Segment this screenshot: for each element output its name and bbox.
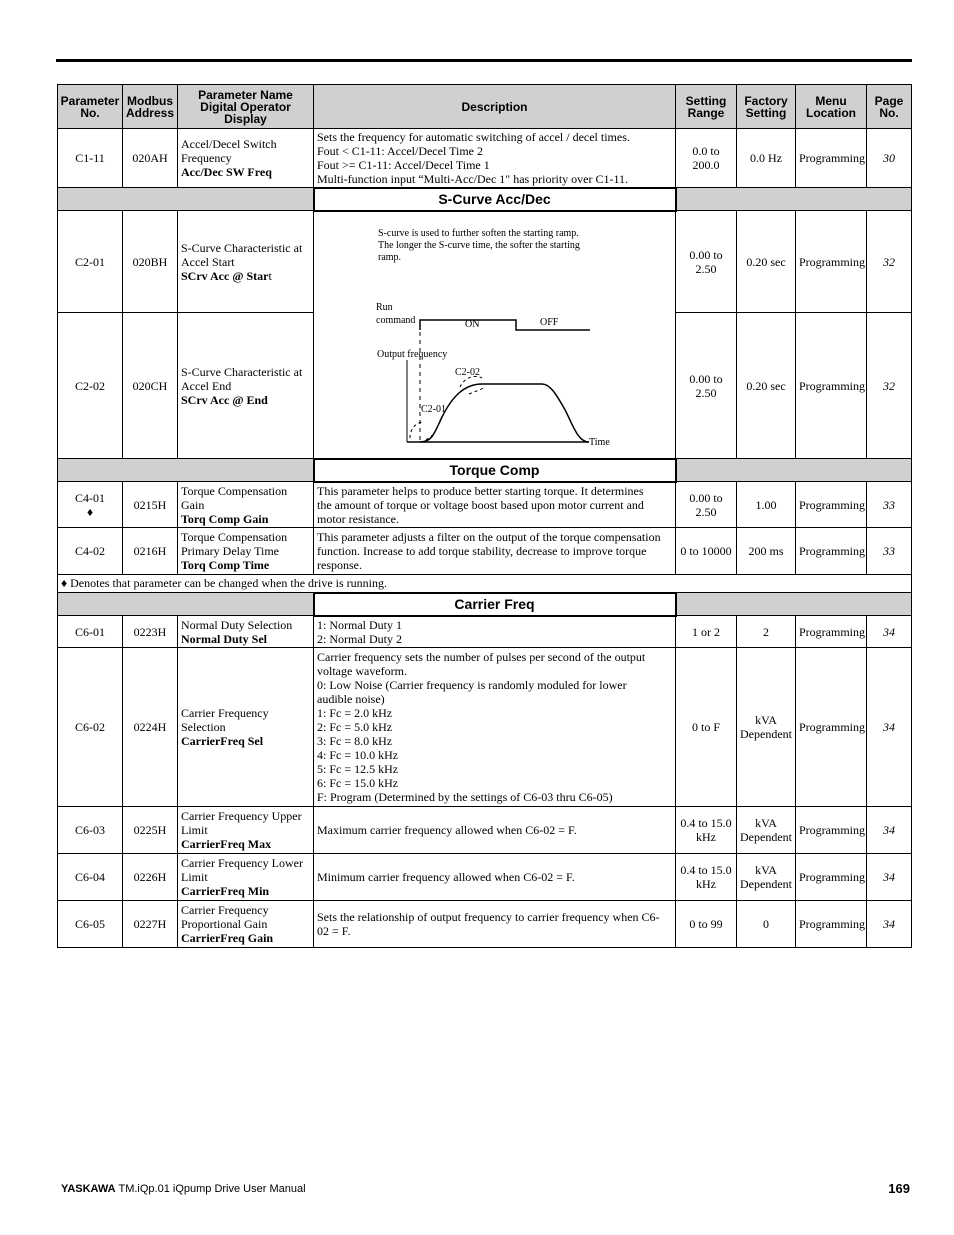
name-line: S-Curve Characteristic at — [181, 364, 303, 379]
diagram-command-label: command — [376, 314, 416, 326]
operator-display: Normal Duty Sel — [181, 631, 267, 646]
name-line: Carrier Frequency Lower — [181, 856, 303, 870]
section-title-torque: Torque Comp — [314, 459, 676, 482]
modbus-address: 0224H — [123, 648, 178, 807]
factory-setting: 2 — [737, 616, 796, 648]
table-row — [58, 854, 912, 901]
parameter-table — [57, 84, 912, 948]
setting-range — [676, 313, 737, 459]
desc-line: Fout >= C1-11: Accel/Decel Time 1 — [317, 157, 490, 172]
operator-display: CarrierFreq Gain — [181, 931, 274, 945]
section-gray-left — [58, 459, 314, 482]
section-gray-right — [676, 459, 912, 482]
s-curve-diagram — [314, 212, 675, 460]
name-line: Limit — [181, 870, 208, 884]
page-link[interactable]: 34 — [867, 854, 912, 901]
table-row — [58, 211, 912, 313]
name-line: Carrier Frequency — [181, 903, 269, 917]
factory-setting: 0.20 sec — [737, 313, 796, 459]
diagram-c2-01-label: C2-01 — [421, 403, 446, 415]
diagram-caption: S-curve is used to further soften the starting ramp. — [378, 227, 579, 239]
setting-range — [676, 211, 737, 313]
param-no: C2-01 — [58, 211, 123, 313]
operator-display: CarrierFreq Min — [181, 884, 270, 898]
modbus-address: 020AH — [123, 129, 178, 188]
operator-display: Torq Comp Time — [181, 558, 270, 572]
param-name — [178, 129, 314, 188]
diagram-caption: The longer the S-curve time, the softer the starting — [378, 239, 580, 251]
range-line: 2.50 — [695, 504, 717, 519]
top-rule — [56, 59, 912, 62]
setting-range: 0 to 10000 — [676, 528, 737, 575]
desc-line: 1: Normal Duty 1 — [317, 617, 402, 632]
operator-display-bold: SCrv Acc @ Star — [181, 268, 269, 283]
range-line: 0.00 to — [689, 247, 723, 262]
name-line: Torque Compensation — [181, 530, 288, 544]
diagram-c2-02-label: C2-02 — [455, 366, 480, 378]
section-row — [58, 188, 912, 211]
name-line: S-Curve Characteristic at — [181, 240, 303, 255]
modbus-address: 020BH — [123, 211, 178, 313]
operator-display — [181, 269, 310, 283]
header-description: Description — [314, 85, 676, 129]
modbus-address: 020CH — [123, 313, 178, 459]
table-row — [58, 901, 912, 948]
desc-line: voltage waveform. — [317, 664, 407, 678]
footer-brand: YASKAWA — [61, 1183, 116, 1195]
param-no: C6-01 — [58, 616, 123, 648]
section-title-carrier: Carrier Freq — [314, 593, 676, 616]
output-frequency-curve — [420, 384, 589, 442]
description — [314, 854, 676, 901]
desc-line: Maximum carrier frequency allowed when C6-02 = F. — [317, 823, 577, 837]
diagram-output-label: Output frequency — [377, 348, 448, 360]
range-line: 200.0 — [692, 158, 720, 172]
desc-line: 3: Fc = 8.0 kHz — [317, 734, 393, 748]
range-line: 0.0 to — [692, 144, 720, 158]
table-row — [58, 129, 912, 188]
range-line: kHz — [696, 877, 716, 891]
header-row — [58, 85, 912, 129]
description — [314, 528, 676, 575]
desc-line: 2: Normal Duty 2 — [317, 631, 402, 646]
header-name: Parameter Name Digital Operator Display — [178, 85, 314, 129]
param-no — [58, 482, 123, 528]
modbus-address: 0215H — [123, 482, 178, 528]
factory-line: kVA — [755, 713, 777, 727]
name-line: Accel/Decel Switch — [181, 137, 277, 151]
desc-line: Minimum carrier frequency allowed when C6-02 = F. — [317, 870, 575, 884]
page-link[interactable]: 34 — [867, 807, 912, 854]
page-link[interactable]: 34 — [867, 901, 912, 948]
modbus-address: 0227H — [123, 901, 178, 948]
page-link[interactable]: 30 — [867, 129, 912, 188]
factory-setting: 0.0 Hz — [737, 129, 796, 188]
desc-line: Sets the frequency for automatic switching of accel / decel times. — [317, 129, 630, 144]
range-line: 0.00 to — [689, 371, 723, 386]
param-name — [178, 211, 314, 313]
param-name — [178, 901, 314, 948]
section-gray-right — [676, 188, 912, 211]
name-line: Accel End — [181, 378, 232, 393]
param-no: C1-11 — [58, 129, 123, 188]
operator-display: CarrierFreq Max — [181, 837, 272, 851]
diagram-caption: ramp. — [378, 251, 402, 263]
description — [314, 482, 676, 528]
modbus-address: 0223H — [123, 616, 178, 648]
modbus-address: 0226H — [123, 854, 178, 901]
name-line: Gain — [181, 497, 205, 512]
name-line: Torque Compensation — [181, 483, 288, 498]
desc-line: This parameter adjusts a filter on the output of the torque compensation — [317, 530, 661, 544]
description — [314, 901, 676, 948]
param-name — [178, 854, 314, 901]
factory-line: Dependent — [740, 830, 792, 844]
page-link[interactable]: 34 — [867, 648, 912, 807]
footer-manual: TM.iQp.01 iQpump Drive User Manual — [118, 1183, 306, 1195]
range-line: 0.4 to 15.0 — [680, 816, 732, 830]
operator-display: Acc/Dec SW Freq — [181, 165, 272, 179]
desc-line: response. — [317, 558, 362, 572]
param-no: C2-02 — [58, 313, 123, 459]
run-change-mark: ♦ — [86, 504, 94, 519]
setting-range — [676, 854, 737, 901]
param-no: C6-05 — [58, 901, 123, 948]
setting-range — [676, 129, 737, 188]
description — [314, 807, 676, 854]
param-no-text: C4-01 — [75, 490, 105, 505]
name-line: Limit — [181, 823, 208, 837]
section-gray-right — [676, 593, 912, 616]
range-line: 0.4 to 15.0 — [680, 863, 732, 877]
header-factory: Factory Setting — [737, 85, 796, 129]
description — [314, 129, 676, 188]
header-range: Setting Range — [676, 85, 737, 129]
desc-line: the amount of torque or voltage boost based upon motor current and — [317, 497, 644, 512]
footer-page-number: 169 — [888, 1181, 910, 1196]
section-gray-left — [58, 593, 314, 616]
menu-location: Programming — [796, 616, 867, 648]
name-line: Carrier Frequency Upper — [181, 809, 302, 823]
page-link[interactable]: 33 — [867, 528, 912, 575]
factory-setting — [737, 807, 796, 854]
diagram-off-label: OFF — [540, 316, 559, 328]
c2-01-guide — [410, 422, 424, 438]
footer-manual-title — [61, 1183, 306, 1195]
section-row — [58, 459, 912, 482]
s-curve-diagram-cell — [314, 211, 676, 459]
description — [314, 616, 676, 648]
setting-range: 0 to F — [676, 648, 737, 807]
run-command-signal — [420, 320, 590, 330]
menu-location: Programming — [796, 211, 867, 313]
setting-range — [676, 482, 737, 528]
desc-line: function. Increase to add torque stability, decrease to improve torque — [317, 544, 647, 558]
factory-setting: 0.20 sec — [737, 211, 796, 313]
factory-setting: 200 ms — [737, 528, 796, 575]
param-name — [178, 313, 314, 459]
factory-line: kVA — [755, 816, 777, 830]
page-link[interactable]: 33 — [867, 482, 912, 528]
factory-line: Dependent — [740, 727, 792, 741]
desc-line: 0: Low Noise (Carrier frequency is randomly moduled for lower — [317, 678, 627, 692]
range-line: 2.50 — [695, 261, 717, 276]
operator-display: Torq Comp Gain — [181, 511, 269, 526]
factory-setting — [737, 648, 796, 807]
param-name — [178, 528, 314, 575]
name-line: Proportional Gain — [181, 917, 268, 931]
note-row — [58, 575, 912, 593]
table-row — [58, 482, 912, 528]
param-no: C6-02 — [58, 648, 123, 807]
desc-line: 1: Fc = 2.0 kHz — [317, 706, 393, 720]
description — [314, 648, 676, 807]
range-line: 0.00 to — [689, 490, 723, 505]
name-line: Frequency — [181, 151, 232, 165]
diagram-on-label: ON — [465, 318, 480, 330]
desc-line: Sets the relationship of output frequency to carrier frequency when C6- — [317, 910, 660, 924]
desc-line: 5: Fc = 12.5 kHz — [317, 762, 399, 776]
operator-display: SCrv Acc @ End — [181, 392, 268, 407]
header-modbus: Modbus Address — [123, 85, 178, 129]
menu-location: Programming — [796, 901, 867, 948]
desc-line: 2: Fc = 5.0 kHz — [317, 720, 393, 734]
factory-line: Dependent — [740, 877, 792, 891]
desc-line: Multi-function input “Multi-Acc/Dec 1" has priority over C1-11. — [317, 171, 629, 186]
section-row — [58, 593, 912, 616]
menu-location: Programming — [796, 313, 867, 459]
diagram-run-label: Run — [376, 301, 393, 313]
factory-setting: 0 — [737, 901, 796, 948]
range-line: 2.50 — [695, 385, 717, 400]
table-row — [58, 807, 912, 854]
header-param-no: Parameter No. — [58, 85, 123, 129]
menu-location: Programming — [796, 528, 867, 575]
desc-line: motor resistance. — [317, 511, 399, 526]
page-link[interactable]: 32 — [867, 313, 912, 459]
header-page: Page No. — [867, 85, 912, 129]
operator-display: CarrierFreq Sel — [181, 734, 264, 748]
table-row — [58, 616, 912, 648]
menu-location: Programming — [796, 482, 867, 528]
desc-line: F: Program (Determined by the settings of C6-03 thru C6-05) — [317, 790, 613, 804]
desc-line: Carrier frequency sets the number of pulses per second of the output — [317, 650, 646, 664]
operator-display-tail: t — [268, 268, 272, 283]
run-change-note: ♦ Denotes that parameter can be changed when the drive is running. — [58, 575, 912, 593]
name-line: Primary Delay Time — [181, 544, 279, 558]
param-name — [178, 648, 314, 807]
diagram-time-label: Time — [589, 436, 610, 448]
factory-setting: 1.00 — [737, 482, 796, 528]
setting-range: 0 to 99 — [676, 901, 737, 948]
setting-range: 1 or 2 — [676, 616, 737, 648]
table-row — [58, 648, 912, 807]
header-menu: Menu Location — [796, 85, 867, 129]
section-title-s-curve: S-Curve Acc/Dec — [314, 188, 676, 211]
param-no: C4-02 — [58, 528, 123, 575]
factory-line: kVA — [755, 863, 777, 877]
param-name — [178, 616, 314, 648]
desc-line: This parameter helps to produce better starting torque. It determines — [317, 483, 644, 498]
param-name — [178, 482, 314, 528]
name-line: Selection — [181, 720, 226, 734]
c2-02-guide — [469, 388, 484, 394]
desc-line: audible noise) — [317, 692, 385, 706]
page-link[interactable]: 34 — [867, 616, 912, 648]
table-row — [58, 528, 912, 575]
name-line: Accel Start — [181, 254, 235, 269]
desc-line: Fout < C1-11: Accel/Decel Time 2 — [317, 143, 483, 158]
page-link[interactable]: 32 — [867, 211, 912, 313]
desc-line: 6: Fc = 15.0 kHz — [317, 776, 399, 790]
section-gray-left — [58, 188, 314, 211]
param-no: C6-03 — [58, 807, 123, 854]
range-line: kHz — [696, 830, 716, 844]
menu-location: Programming — [796, 648, 867, 807]
modbus-address: 0225H — [123, 807, 178, 854]
name-line: Carrier Frequency — [181, 706, 269, 720]
menu-location: Programming — [796, 129, 867, 188]
factory-setting — [737, 854, 796, 901]
param-name — [178, 807, 314, 854]
modbus-address: 0216H — [123, 528, 178, 575]
s-curve-plot — [314, 212, 675, 460]
name-line: Normal Duty Selection — [181, 617, 293, 632]
param-no: C6-04 — [58, 854, 123, 901]
setting-range — [676, 807, 737, 854]
desc-line: 4: Fc = 10.0 kHz — [317, 748, 399, 762]
menu-location: Programming — [796, 807, 867, 854]
menu-location: Programming — [796, 854, 867, 901]
desc-line: 02 = F. — [317, 924, 351, 938]
